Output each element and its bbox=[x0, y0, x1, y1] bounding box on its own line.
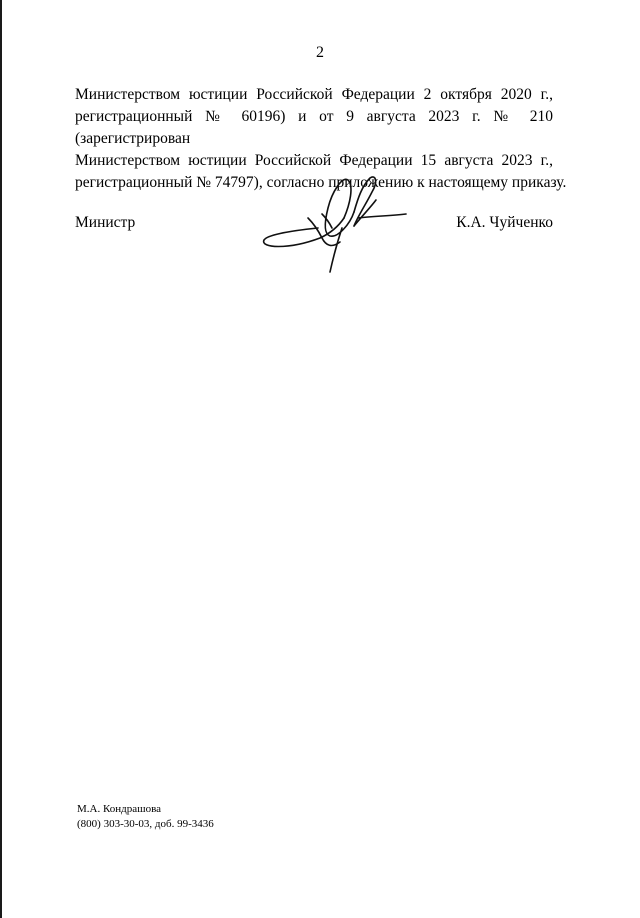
page-number: 2 bbox=[316, 44, 324, 61]
body-line-1: Министерством юстиции Российской Федерации 2 октября 2020 г., bbox=[75, 86, 553, 103]
executor-info bbox=[77, 802, 214, 832]
executor-phone: (800) 303-30-03, доб. 99-3436 bbox=[77, 818, 214, 830]
scan-border bbox=[0, 0, 2, 918]
signatory-name: К.А. Чуйченко bbox=[456, 214, 553, 231]
signatory-position: Министр bbox=[75, 214, 136, 231]
executor-name: М.А. Кондрашова bbox=[77, 803, 162, 815]
body-line-4: регистрационный № 74797), согласно приложению к настоящему приказу. bbox=[75, 174, 567, 191]
handwritten-signature bbox=[258, 168, 408, 278]
body-line-2: регистрационный № 60196) и от 9 августа 2023 г. № 210 (зарегистрирован bbox=[75, 108, 553, 147]
body-line-3: Министерством юстиции Российской Федерации 15 августа 2023 г., bbox=[75, 152, 553, 169]
